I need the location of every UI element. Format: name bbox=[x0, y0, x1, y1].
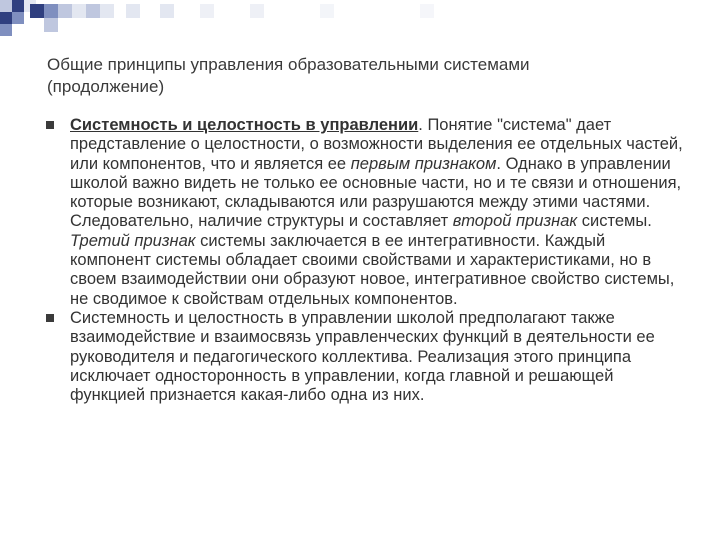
bullet-item bbox=[46, 309, 686, 405]
decor-square bbox=[126, 4, 140, 18]
decor-square bbox=[44, 18, 58, 32]
slide-title bbox=[47, 54, 687, 98]
decor-square bbox=[72, 4, 86, 18]
bullet-item bbox=[46, 116, 686, 309]
bullet-list bbox=[46, 116, 686, 405]
square-bullet-icon bbox=[46, 314, 54, 322]
bullet-text: . Понятие "система" дает представление о целостности, о возможности выделения ее отдельных частей, или компонентов, что и является ее bbox=[70, 116, 683, 173]
decor-square bbox=[44, 4, 58, 18]
decor-square bbox=[0, 12, 12, 24]
bullet-text: системы. bbox=[577, 212, 652, 231]
decor-square bbox=[58, 4, 72, 18]
decor-square bbox=[0, 24, 12, 36]
decor-square bbox=[420, 4, 434, 18]
decor-square bbox=[30, 4, 44, 18]
bullet-text: . Однако в управлении школой важно видеть не только ее основные части, но и те связи и отношения, которые возникают, складываются или разрушаются между этими частями. Следовательно, наличие структуры и составляет bbox=[70, 154, 682, 231]
bullet-text: Системность и целостность в управлении школой предполагают также взаимодействие и взаимосвязь управленческих функций в деятельности ее руководителя и педагогического коллектива. Реализация этого принципа исключает односторонность в управлении, когда главной и решающей функцией признается какая-либо одна из них. bbox=[70, 308, 655, 405]
square-bullet-icon bbox=[46, 121, 54, 129]
bullet-text: системы заключается в ее интегративности. Каждый компонент системы обладает своими свойствами и характеристиками, но в своем взаимодействии они образуют новое, интегративное свойство системы, не сводимое к свойствам отдельных компонентов. bbox=[70, 231, 675, 308]
emphasis-text: первым признаком bbox=[350, 154, 497, 173]
decor-square bbox=[12, 12, 24, 24]
title-line-1: Общие принципы управления образовательными системами bbox=[47, 55, 530, 74]
emphasis-text: второй признак bbox=[452, 212, 578, 231]
bullet-heading: Системность и целостность в управлении bbox=[70, 116, 419, 134]
decor-square bbox=[0, 0, 12, 12]
decor-square bbox=[100, 4, 114, 18]
decor-square bbox=[160, 4, 174, 18]
decor-square bbox=[250, 4, 264, 18]
emphasis-text: Третий признак bbox=[70, 231, 196, 250]
decor-square bbox=[200, 4, 214, 18]
title-line-2: (продолжение) bbox=[47, 77, 165, 96]
decor-square bbox=[320, 4, 334, 18]
decor-square bbox=[12, 0, 24, 12]
decorative-squares-header bbox=[0, 0, 720, 44]
decor-square bbox=[86, 4, 100, 18]
